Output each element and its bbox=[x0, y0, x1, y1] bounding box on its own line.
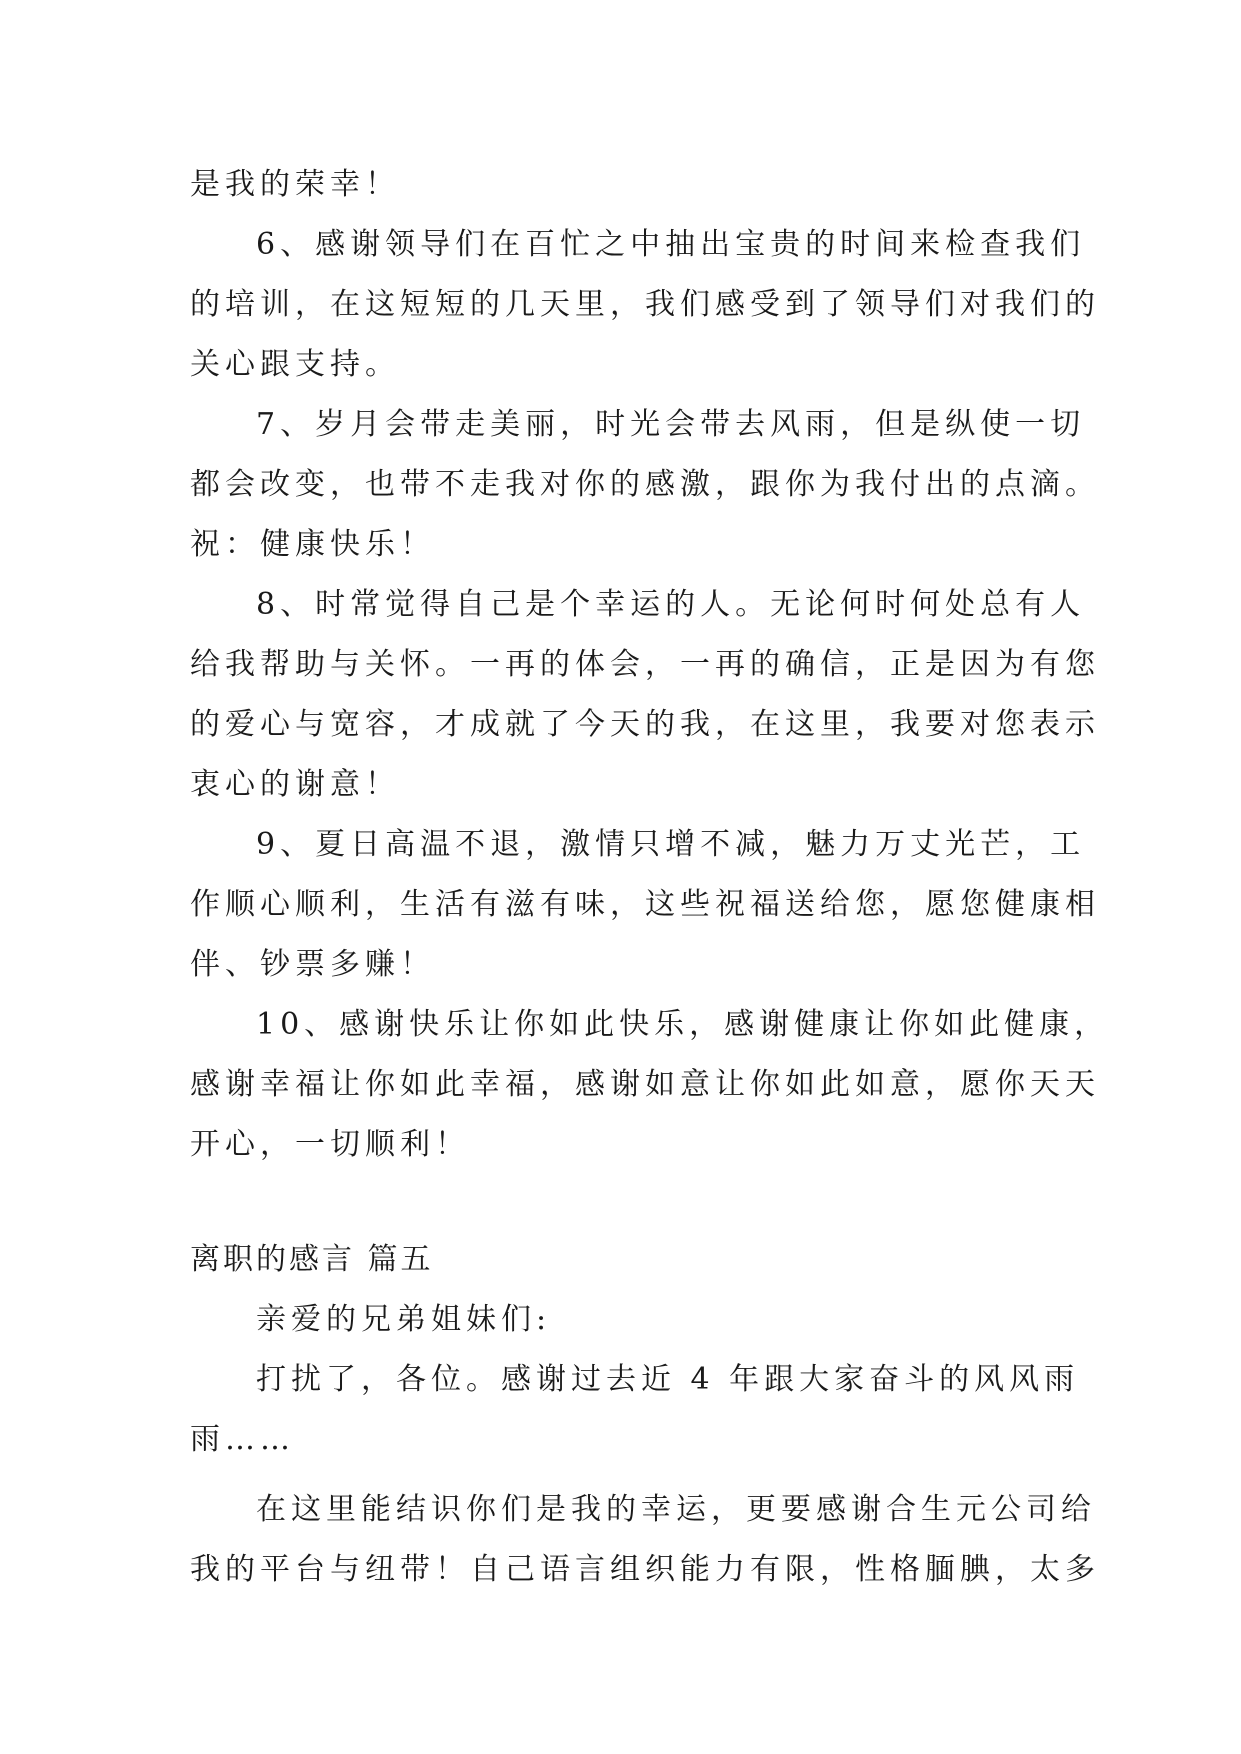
text-line: 的爱心与宽容，才成就了今天的我，在这里，我要对您表示 bbox=[190, 707, 1100, 742]
text-line: 的培训，在这短短的几天里，我们感受到了领导们对我们的 bbox=[190, 287, 1100, 322]
section-heading: 离职的感言 篇五 bbox=[190, 1242, 434, 1277]
text-line: 给我帮助与关怀。一再的体会，一再的确信，正是因为有您 bbox=[190, 647, 1100, 682]
text-line: 作顺心顺利，生活有滋有味，这些祝福送给您，愿您健康相 bbox=[190, 887, 1100, 922]
text-line: 感谢幸福让你如此幸福，感谢如意让你如此如意，愿你天天 bbox=[190, 1067, 1100, 1102]
paragraph-item-9: 9、夏日高温不退，激情只增不减，魅力万丈光芒，工 bbox=[256, 827, 1086, 862]
paragraph-item-6: 6、感谢领导们在百忙之中抽出宝贵的时间来检查我们 bbox=[256, 227, 1086, 262]
text-line: 都会改变，也带不走我对你的感激，跟你为我付出的点滴。 bbox=[190, 467, 1100, 502]
paragraph-item-8: 8、时常觉得自己是个幸运的人。无论何时何处总有人 bbox=[256, 587, 1086, 622]
text-line: 关心跟支持。 bbox=[190, 347, 400, 382]
paragraph-item-7: 7、岁月会带走美丽，时光会带去风雨，但是纵使一切 bbox=[256, 407, 1086, 442]
paragraph-item-10: 10、感谢快乐让你如此快乐，感谢健康让你如此健康， bbox=[256, 1007, 1110, 1042]
text-line: 是我的荣幸！ bbox=[190, 167, 400, 202]
text-line: 雨…… bbox=[190, 1422, 295, 1457]
text-line: 开心，一切顺利！ bbox=[190, 1127, 470, 1162]
text-line: 伴、钞票多赚！ bbox=[190, 947, 435, 982]
paragraph-text: 在这里能结识你们是我的幸运，更要感谢合生元公司给 bbox=[256, 1492, 1096, 1527]
salutation: 亲爱的兄弟姐妹们: bbox=[256, 1302, 552, 1337]
text-line: 祝：健康快乐！ bbox=[190, 527, 435, 562]
text-line: 我的平台与纽带！自己语言组织能力有限，性格腼腆，太多 bbox=[190, 1552, 1100, 1587]
paragraph-text: 打扰了，各位。感谢过去近 4 年跟大家奋斗的风风雨 bbox=[256, 1362, 1080, 1397]
text-line: 衷心的谢意！ bbox=[190, 767, 400, 802]
